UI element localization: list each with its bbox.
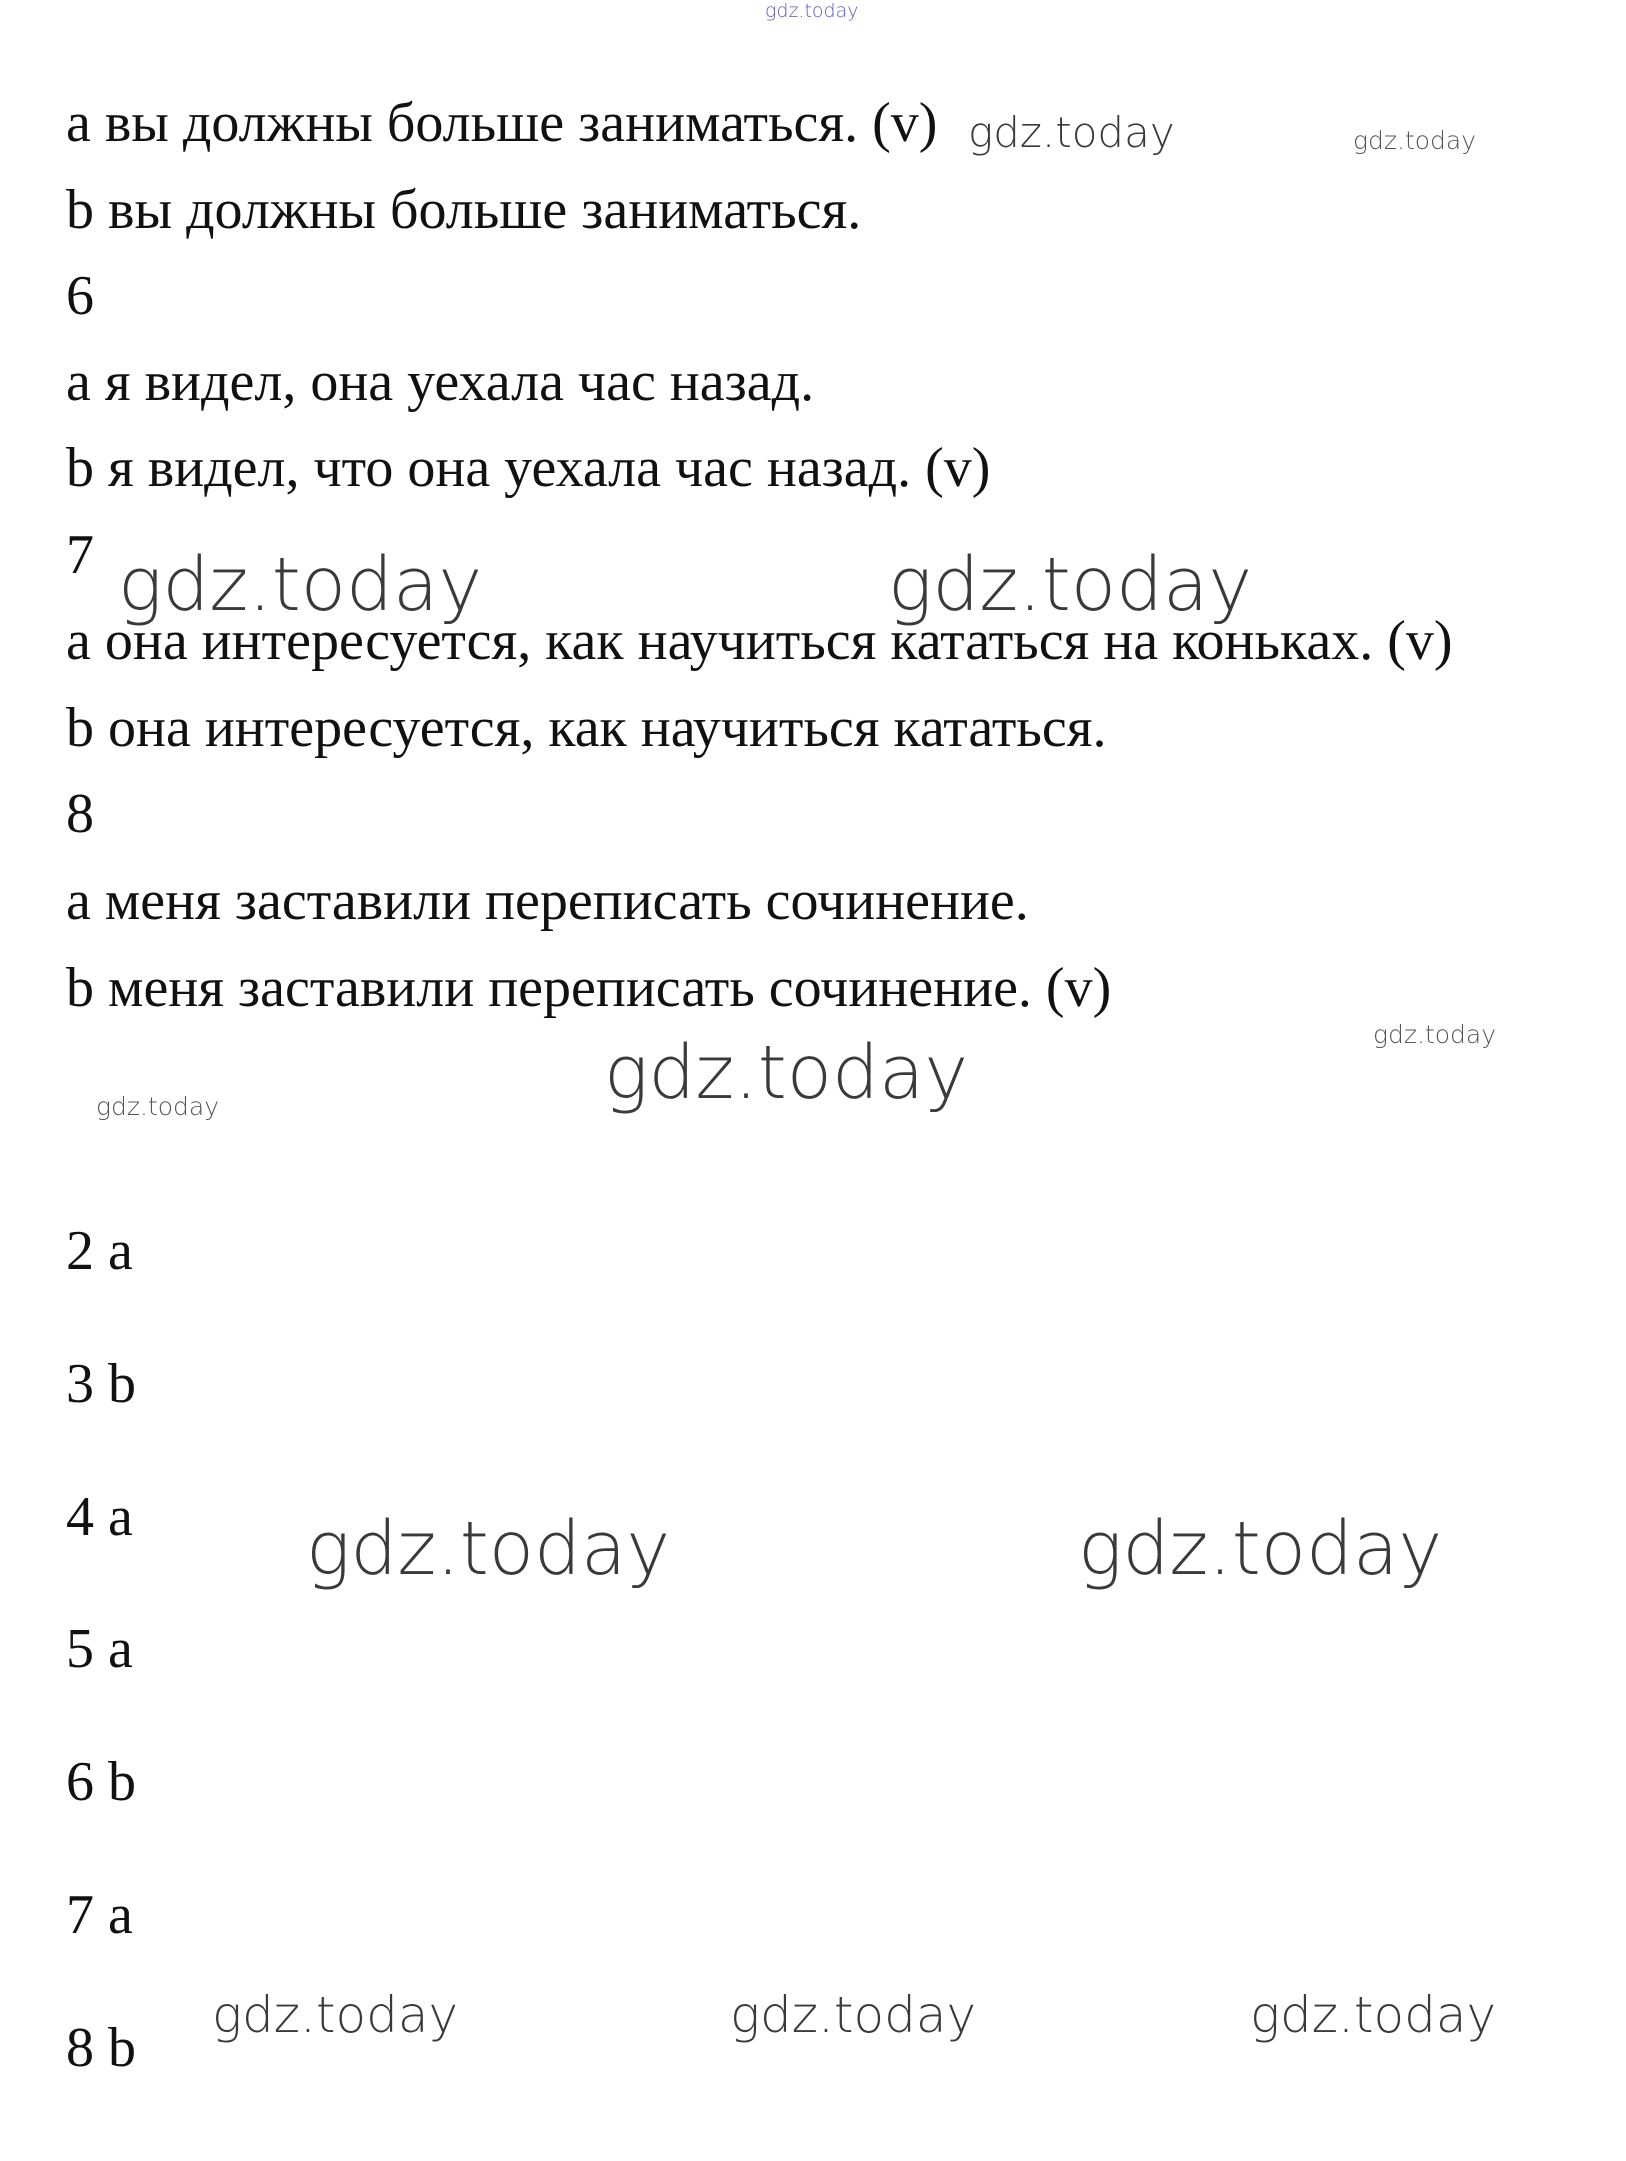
line-number-8: 8 bbox=[66, 783, 94, 845]
watermark: gdz.today bbox=[604, 1030, 969, 1116]
watermark-top: gdz.today bbox=[765, 0, 859, 22]
watermark: gdz.today bbox=[212, 1986, 459, 2044]
answer-2: 2 a bbox=[66, 1220, 133, 1282]
watermark: gdz.today bbox=[1078, 1506, 1443, 1592]
answer-8: 8 b bbox=[66, 2017, 136, 2079]
line-7b: b она интересуется, как научиться кататься. bbox=[66, 697, 1107, 759]
answer-7: 7 a bbox=[66, 1884, 133, 1946]
watermark: gdz.today bbox=[888, 542, 1253, 628]
watermark: gdz.today bbox=[968, 108, 1175, 157]
line-7a: a она интересуется, как научиться кататься на коньках. (v) bbox=[66, 610, 1453, 672]
line-6b: b я видел, что она уехала час назад. (v) bbox=[66, 437, 991, 499]
watermark: gdz.today bbox=[730, 1986, 977, 2044]
line-8a: a меня заставили переписать сочинение. bbox=[66, 870, 1029, 932]
line-8b: b меня заставили переписать сочинение. (v) bbox=[66, 957, 1112, 1019]
answer-5: 5 a bbox=[66, 1618, 133, 1680]
line-5b: b вы должны больше заниматься. bbox=[66, 179, 862, 241]
answer-3: 3 b bbox=[66, 1353, 136, 1415]
watermark: gdz.today bbox=[1353, 126, 1477, 155]
line-number-7: 7 bbox=[66, 524, 94, 586]
line-5a: a вы должны больше заниматься. (v) bbox=[66, 92, 938, 154]
watermark: gdz.today bbox=[96, 1092, 220, 1121]
watermark: gdz.today bbox=[306, 1506, 671, 1592]
watermark: gdz.today bbox=[1373, 1020, 1497, 1049]
line-6a: a я видел, она уехала час назад. bbox=[66, 351, 815, 413]
answer-4: 4 a bbox=[66, 1486, 133, 1548]
watermark: gdz.today bbox=[1250, 1986, 1497, 2044]
answer-6: 6 b bbox=[66, 1751, 136, 1813]
watermark: gdz.today bbox=[118, 542, 483, 628]
line-number-6: 6 bbox=[66, 265, 94, 327]
